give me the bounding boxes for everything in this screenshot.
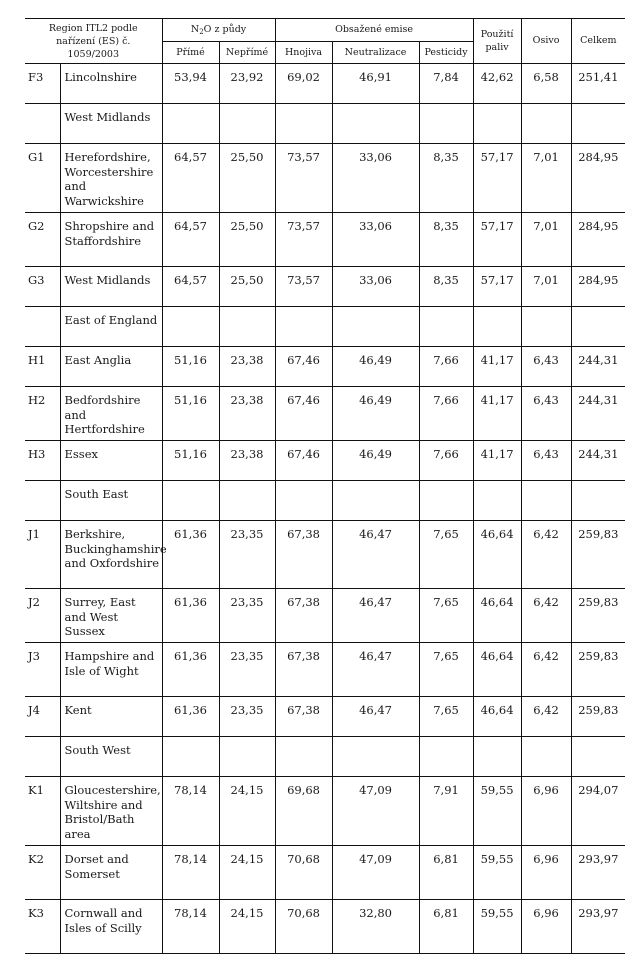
- value-liming: 46,47: [332, 521, 419, 589]
- table-row: [25, 267, 625, 307]
- value-fuel: 42,62: [473, 64, 521, 104]
- header-region: Region ITL2 podle nařízení (ES) č. 1059/2003: [25, 19, 162, 64]
- value-fuel: [473, 104, 521, 144]
- region-code: J3: [25, 643, 60, 697]
- region-name: West Midlands: [60, 104, 162, 144]
- value-indirect: 23,92: [219, 64, 275, 104]
- value-pesticides: [419, 307, 473, 347]
- table-row: [25, 777, 625, 846]
- value-direct: [162, 737, 219, 777]
- region-code: G2: [25, 213, 60, 267]
- value-total: 293,97: [571, 900, 625, 954]
- header-embedded: Obsažené emise: [275, 19, 473, 42]
- value-indirect: [219, 737, 275, 777]
- value-indirect: 25,50: [219, 267, 275, 307]
- value-pesticides: [419, 737, 473, 777]
- value-liming: 46,49: [332, 347, 419, 387]
- table-body: [25, 64, 625, 954]
- value-pesticides: 7,66: [419, 347, 473, 387]
- value-pesticides: 7,84: [419, 64, 473, 104]
- value-direct: 53,94: [162, 64, 219, 104]
- value-fertilizers: 69,68: [275, 777, 332, 846]
- table-row: [25, 64, 625, 104]
- value-total: 294,07: [571, 777, 625, 846]
- value-pesticides: [419, 481, 473, 521]
- value-total: 259,83: [571, 589, 625, 643]
- value-fuel: 41,17: [473, 347, 521, 387]
- table-row: [25, 387, 625, 441]
- region-code: F3: [25, 64, 60, 104]
- value-fertilizers: 67,46: [275, 347, 332, 387]
- value-fertilizers: 67,38: [275, 589, 332, 643]
- value-fertilizers: 67,46: [275, 387, 332, 441]
- region-code: J4: [25, 697, 60, 737]
- region-code: H2: [25, 387, 60, 441]
- value-indirect: 24,15: [219, 900, 275, 954]
- value-indirect: [219, 104, 275, 144]
- region-code: [25, 307, 60, 347]
- region-name: Herefordshire, Worcestershire and Warwickshire: [60, 144, 162, 213]
- value-liming: 46,47: [332, 643, 419, 697]
- emissions-table: [25, 18, 625, 954]
- value-total: [571, 307, 625, 347]
- value-indirect: 23,38: [219, 347, 275, 387]
- header-fuel: Použití paliv: [473, 19, 521, 64]
- value-total: 244,31: [571, 347, 625, 387]
- region-code: K2: [25, 846, 60, 900]
- value-seed: [521, 737, 571, 777]
- value-fuel: 46,64: [473, 589, 521, 643]
- value-total: [571, 104, 625, 144]
- value-fertilizers: [275, 737, 332, 777]
- value-seed: 6,96: [521, 846, 571, 900]
- value-fertilizers: [275, 481, 332, 521]
- value-indirect: 23,38: [219, 441, 275, 481]
- value-fertilizers: 69,02: [275, 64, 332, 104]
- value-direct: 64,57: [162, 267, 219, 307]
- value-seed: 6,42: [521, 521, 571, 589]
- value-direct: 51,16: [162, 441, 219, 481]
- value-direct: [162, 481, 219, 521]
- value-seed: 6,43: [521, 441, 571, 481]
- region-name: Lincolnshire: [60, 64, 162, 104]
- value-indirect: [219, 481, 275, 521]
- value-indirect: 25,50: [219, 213, 275, 267]
- region-code: J2: [25, 589, 60, 643]
- header-n2o: $N_2O$ z půdy: [162, 19, 275, 42]
- value-direct: 61,36: [162, 589, 219, 643]
- value-fuel: [473, 307, 521, 347]
- value-liming: 46,47: [332, 589, 419, 643]
- value-total: 284,95: [571, 267, 625, 307]
- header-direct: Přímé: [162, 42, 219, 64]
- value-indirect: 24,15: [219, 846, 275, 900]
- value-fuel: 46,64: [473, 643, 521, 697]
- value-seed: [521, 307, 571, 347]
- value-fuel: 46,64: [473, 521, 521, 589]
- value-indirect: 23,35: [219, 643, 275, 697]
- value-indirect: 23,35: [219, 589, 275, 643]
- value-liming: 33,06: [332, 144, 419, 213]
- region-name: East Anglia: [60, 347, 162, 387]
- value-direct: 51,16: [162, 347, 219, 387]
- value-pesticides: 7,65: [419, 521, 473, 589]
- region-code: [25, 737, 60, 777]
- value-seed: [521, 481, 571, 521]
- value-pesticides: 7,66: [419, 387, 473, 441]
- value-fertilizers: 67,46: [275, 441, 332, 481]
- value-fertilizers: 67,38: [275, 521, 332, 589]
- value-fertilizers: 67,38: [275, 697, 332, 737]
- value-liming: [332, 307, 419, 347]
- value-fertilizers: 73,57: [275, 267, 332, 307]
- region-name: South West: [60, 737, 162, 777]
- value-pesticides: 7,65: [419, 697, 473, 737]
- value-liming: 47,09: [332, 846, 419, 900]
- value-liming: [332, 481, 419, 521]
- value-liming: 47,09: [332, 777, 419, 846]
- value-fertilizers: 70,68: [275, 900, 332, 954]
- value-seed: 6,43: [521, 387, 571, 441]
- value-direct: 61,36: [162, 643, 219, 697]
- value-liming: 33,06: [332, 213, 419, 267]
- value-liming: 46,49: [332, 387, 419, 441]
- region-name: Kent: [60, 697, 162, 737]
- header-pesticides: Pesticidy: [419, 42, 473, 64]
- value-seed: [521, 104, 571, 144]
- value-seed: 7,01: [521, 144, 571, 213]
- value-pesticides: 6,81: [419, 900, 473, 954]
- value-fuel: 46,64: [473, 697, 521, 737]
- value-direct: 61,36: [162, 697, 219, 737]
- value-fuel: 59,55: [473, 777, 521, 846]
- value-pesticides: 8,35: [419, 267, 473, 307]
- value-pesticides: 7,91: [419, 777, 473, 846]
- value-total: 284,95: [571, 144, 625, 213]
- value-seed: 6,42: [521, 643, 571, 697]
- value-liming: 33,06: [332, 267, 419, 307]
- value-total: 259,83: [571, 697, 625, 737]
- value-direct: 78,14: [162, 846, 219, 900]
- value-seed: 6,96: [521, 900, 571, 954]
- value-fertilizers: [275, 104, 332, 144]
- value-direct: 64,57: [162, 144, 219, 213]
- value-seed: 7,01: [521, 267, 571, 307]
- value-fertilizers: 67,38: [275, 643, 332, 697]
- region-name: Gloucestershire, Wiltshire and Bristol/Bath area: [60, 777, 162, 846]
- value-fuel: 59,55: [473, 846, 521, 900]
- value-liming: [332, 104, 419, 144]
- region-name: Dorset and Somerset: [60, 846, 162, 900]
- value-fertilizers: [275, 307, 332, 347]
- region-name: Shropshire and Staffordshire: [60, 213, 162, 267]
- value-total: 259,83: [571, 643, 625, 697]
- value-fuel: 41,17: [473, 387, 521, 441]
- table-row: [25, 104, 625, 144]
- region-code: G3: [25, 267, 60, 307]
- header-fertilizers: Hnojiva: [275, 42, 332, 64]
- region-code: [25, 104, 60, 144]
- value-pesticides: 6,81: [419, 846, 473, 900]
- region-name: West Midlands: [60, 267, 162, 307]
- header-indirect: Nepřímé: [219, 42, 275, 64]
- value-pesticides: 7,65: [419, 643, 473, 697]
- value-fertilizers: 73,57: [275, 144, 332, 213]
- value-pesticides: 7,65: [419, 589, 473, 643]
- region-name: East of England: [60, 307, 162, 347]
- table-row: [25, 441, 625, 481]
- value-fertilizers: 70,68: [275, 846, 332, 900]
- value-direct: 78,14: [162, 777, 219, 846]
- value-indirect: 23,35: [219, 697, 275, 737]
- value-total: [571, 481, 625, 521]
- value-direct: 78,14: [162, 900, 219, 954]
- region-code: K3: [25, 900, 60, 954]
- value-fuel: 57,17: [473, 144, 521, 213]
- value-indirect: 24,15: [219, 777, 275, 846]
- table-row: [25, 481, 625, 521]
- value-fuel: 59,55: [473, 900, 521, 954]
- value-seed: 6,96: [521, 777, 571, 846]
- value-total: 244,31: [571, 387, 625, 441]
- value-fuel: 57,17: [473, 267, 521, 307]
- value-pesticides: 8,35: [419, 213, 473, 267]
- value-liming: [332, 737, 419, 777]
- value-total: 259,83: [571, 521, 625, 589]
- value-total: 251,41: [571, 64, 625, 104]
- value-direct: 61,36: [162, 521, 219, 589]
- value-fuel: [473, 481, 521, 521]
- value-indirect: [219, 307, 275, 347]
- value-seed: 6,42: [521, 697, 571, 737]
- value-pesticides: 7,66: [419, 441, 473, 481]
- region-code: G1: [25, 144, 60, 213]
- value-total: 284,95: [571, 213, 625, 267]
- value-seed: 7,01: [521, 213, 571, 267]
- header-total: Celkem: [571, 19, 625, 64]
- region-name: Bedfordshire and Hertfordshire: [60, 387, 162, 441]
- table-row: [25, 144, 625, 213]
- table-row: [25, 521, 625, 589]
- value-indirect: 23,35: [219, 521, 275, 589]
- value-liming: 46,49: [332, 441, 419, 481]
- value-direct: 64,57: [162, 213, 219, 267]
- table-row: [25, 307, 625, 347]
- value-fertilizers: 73,57: [275, 213, 332, 267]
- table-row: [25, 697, 625, 737]
- value-indirect: 23,38: [219, 387, 275, 441]
- value-total: 293,97: [571, 846, 625, 900]
- header-liming: Neutralizace: [332, 42, 419, 64]
- value-seed: 6,58: [521, 64, 571, 104]
- region-code: K1: [25, 777, 60, 846]
- region-name: Cornwall and Isles of Scilly: [60, 900, 162, 954]
- region-name: Hampshire and Isle of Wight: [60, 643, 162, 697]
- table-row: [25, 846, 625, 900]
- value-indirect: 25,50: [219, 144, 275, 213]
- region-name: South East: [60, 481, 162, 521]
- value-pesticides: 8,35: [419, 144, 473, 213]
- value-total: 244,31: [571, 441, 625, 481]
- value-liming: 32,80: [332, 900, 419, 954]
- region-name: Berkshire, Buckinghamshire and Oxfordshire: [60, 521, 162, 589]
- table-row: [25, 900, 625, 954]
- region-name: Surrey, East and West Sussex: [60, 589, 162, 643]
- region-code: H3: [25, 441, 60, 481]
- value-fuel: 57,17: [473, 213, 521, 267]
- table-row: [25, 347, 625, 387]
- value-direct: 51,16: [162, 387, 219, 441]
- value-seed: 6,42: [521, 589, 571, 643]
- value-pesticides: [419, 104, 473, 144]
- table-row: [25, 213, 625, 267]
- table-row: [25, 643, 625, 697]
- value-fuel: [473, 737, 521, 777]
- region-name: Essex: [60, 441, 162, 481]
- value-direct: [162, 307, 219, 347]
- value-fuel: 41,17: [473, 441, 521, 481]
- header-seed: Osivo: [521, 19, 571, 64]
- value-liming: 46,91: [332, 64, 419, 104]
- table-row: [25, 589, 625, 643]
- region-code: [25, 481, 60, 521]
- table-row: [25, 737, 625, 777]
- value-liming: 46,47: [332, 697, 419, 737]
- region-code: J1: [25, 521, 60, 589]
- value-seed: 6,43: [521, 347, 571, 387]
- value-direct: [162, 104, 219, 144]
- value-total: [571, 737, 625, 777]
- region-code: H1: [25, 347, 60, 387]
